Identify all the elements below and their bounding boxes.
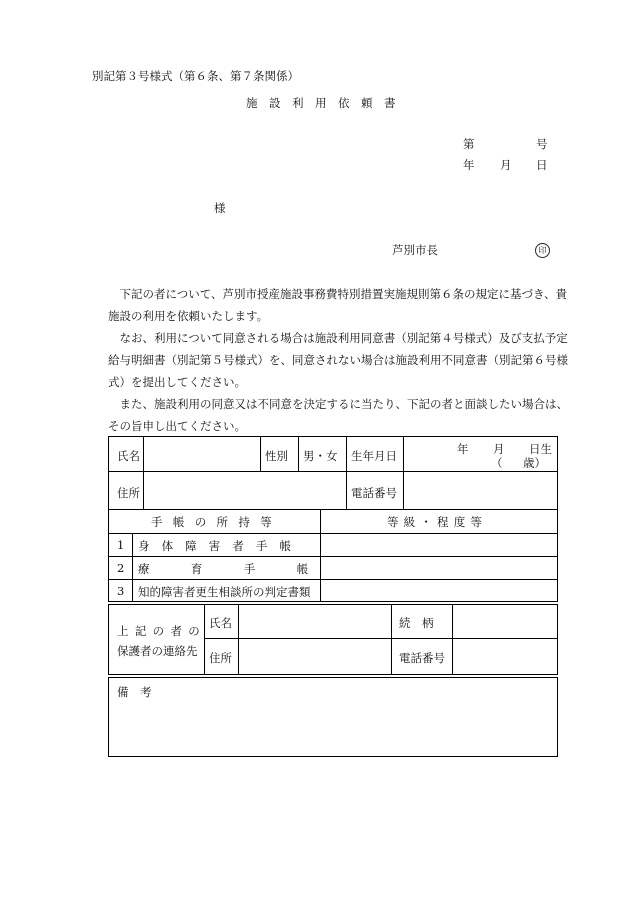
document-title: 施 設 利 用 依 頼 書 xyxy=(246,96,396,110)
body-text xyxy=(108,283,578,327)
date-year: 年 xyxy=(463,158,475,172)
item-no: 2 xyxy=(117,561,125,575)
guardian-table xyxy=(108,604,558,675)
seal-icon: 印 xyxy=(535,243,550,258)
relation-label: 続 柄 xyxy=(399,616,434,630)
handbook-header: 手帳の所持等 xyxy=(151,515,283,529)
phone-label: 電話番号 xyxy=(351,486,397,500)
item-no: 3 xyxy=(117,584,125,598)
age-open: （ xyxy=(491,456,503,470)
name-label: 氏名 xyxy=(117,449,140,463)
addressee-suffix: 様 xyxy=(214,201,226,215)
sender: 芦別市長 xyxy=(392,243,438,257)
relation-field[interactable] xyxy=(457,608,551,636)
applicant-table xyxy=(108,436,558,602)
body-text-2 xyxy=(108,327,578,393)
guardian-name-field[interactable] xyxy=(243,608,387,636)
address-field[interactable] xyxy=(149,475,341,505)
guardian-phone-field[interactable] xyxy=(457,642,551,670)
remarks-box xyxy=(108,677,558,757)
body-text-3 xyxy=(108,393,578,437)
birth-year: 年 xyxy=(457,442,469,456)
paragraph-3: また、施設利用の同意又は不同意を決定するに当たり、下記の者と面談したい場合は、その旨申し出てください。 xyxy=(108,397,568,433)
date-day: 日 xyxy=(536,158,548,172)
doc-no-prefix: 第 xyxy=(463,137,475,151)
item-label: 身体障害者手帳 xyxy=(138,539,304,553)
gender-label: 性別 xyxy=(265,449,288,463)
remarks-label: 備 考 xyxy=(117,685,152,699)
item-label: 知的障害者更生相談所の判定書類 xyxy=(138,585,311,599)
birth-label: 生年月日 xyxy=(351,449,397,463)
doc-no-suffix: 号 xyxy=(536,137,548,151)
item-label: 療育手帳 xyxy=(138,562,350,576)
remarks-field[interactable] xyxy=(117,702,549,752)
item-no: 1 xyxy=(117,538,125,552)
guardian-label-2: 保護者の連絡先 xyxy=(117,644,198,658)
guardian-address-field[interactable] xyxy=(243,642,387,670)
form-number: 別記第３号様式（第６条、第７条関係） xyxy=(92,69,299,83)
paragraph-1: 下記の者について、芦別市授産施設事務費特別措置実施規則第６条の規定に基づき、貴施設の利用を依頼いたします。 xyxy=(108,287,568,323)
guardian-address-label: 住所 xyxy=(209,651,232,665)
guardian-name-label: 氏名 xyxy=(209,616,232,630)
phone-field[interactable] xyxy=(409,475,551,505)
seal-mark xyxy=(535,242,550,258)
date-month: 月 xyxy=(500,158,512,172)
name-field[interactable] xyxy=(149,440,257,468)
paragraph-2: なお、利用について同意される場合は施設利用同意書（別記第４号様式）及び支払予定給与明細書（別記第５号様式）を、同意されない場合は施設利用不同意書（別記第６号様式）を提出してください。 xyxy=(108,331,568,389)
birth-month: 月 xyxy=(493,442,505,456)
address-label: 住所 xyxy=(117,486,140,500)
guardian-phone-label: 電話番号 xyxy=(399,651,445,665)
gender-value[interactable]: 男・女 xyxy=(303,449,338,463)
grade-header: 等級・程度等 xyxy=(387,515,488,529)
guardian-label-1: 上記の者の xyxy=(117,624,207,638)
age-close: 歳） xyxy=(523,456,546,470)
birth-day: 日生 xyxy=(529,442,552,456)
